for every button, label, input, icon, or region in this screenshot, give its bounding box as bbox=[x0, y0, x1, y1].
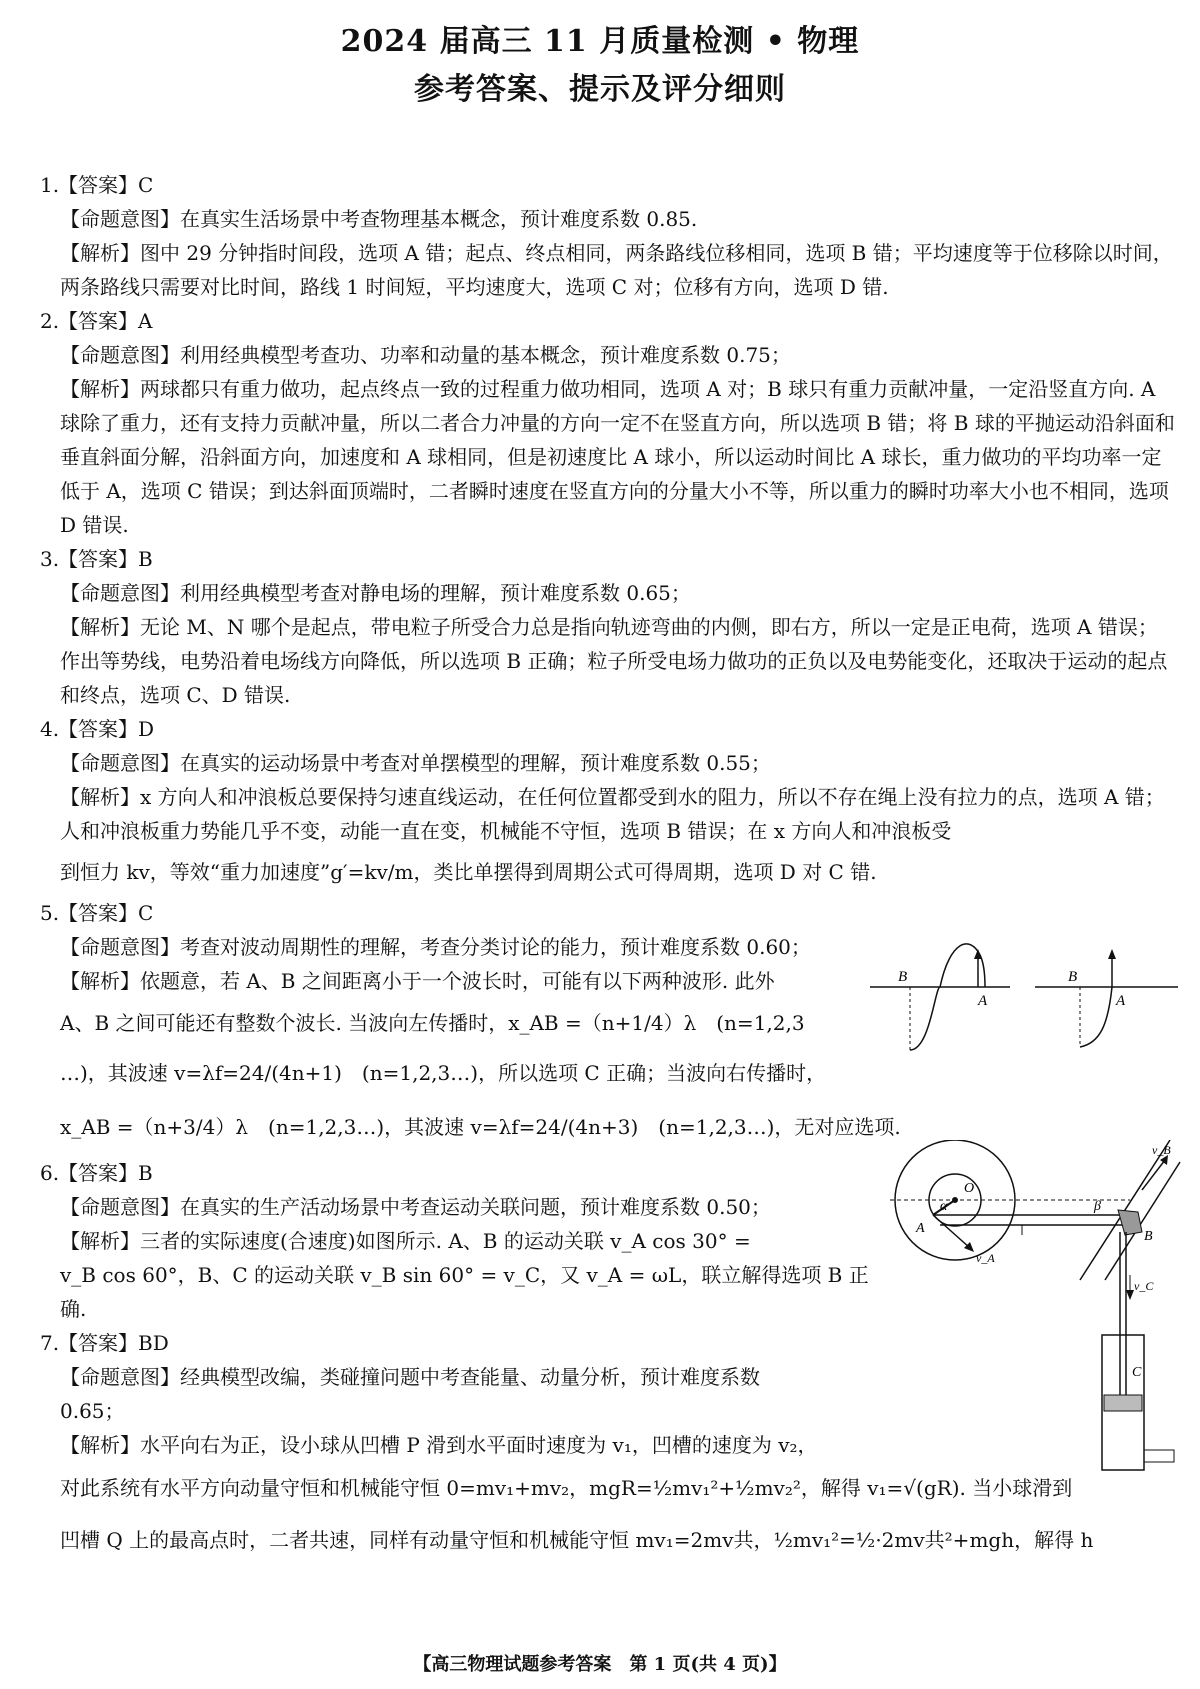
label-beta: β bbox=[1094, 1199, 1101, 1214]
question-2 bbox=[40, 304, 1175, 542]
analysis-text: 【解析】水平向右为正，设小球从凹槽 P 滑到水平面时速度为 v₁，凹槽的速度为 v₂， bbox=[60, 1433, 818, 1457]
page-footer: 【高三物理试题参考答案 第 1 页(共 4 页)】 bbox=[413, 1654, 787, 1675]
label-a: A bbox=[916, 1221, 925, 1236]
answer-line: 【答案】C bbox=[58, 901, 154, 925]
wave-label-b2: B bbox=[1068, 969, 1078, 985]
answer-line: 【答案】D bbox=[58, 717, 155, 741]
label-va: v_A bbox=[976, 1251, 995, 1265]
piston-c bbox=[1104, 1395, 1142, 1411]
wave-figure bbox=[860, 935, 1190, 1055]
answer-line: 【答案】A bbox=[58, 309, 153, 333]
vc-arrowhead bbox=[1126, 1290, 1134, 1300]
wave-arrowhead-1 bbox=[974, 949, 982, 959]
label-o: O bbox=[964, 1181, 975, 1196]
slide-rail-right bbox=[1105, 1162, 1180, 1280]
wave-label-a1: A bbox=[978, 993, 988, 1009]
analysis-text: 凹槽 Q 上的最高点时，二者共速，同样有动量守恒和机械能守恒 mv₁=2mv共，½mv₁²=½·2mv共²+mgh，解得 h bbox=[60, 1528, 1094, 1552]
analysis-formula-line: 到恒力 kv，等效“重力加速度”g′=kv/m，类比单摆得到周期公式可得周期，选项 D 对 C 错. bbox=[60, 860, 877, 884]
analysis-text: 【解析】两球都只有重力做功，起点终点一致的过程重力做功相同，选项 A 对；B 球只有重力贡献冲量，一定沿竖直方向. A 球除了重力，还有支持力贡献冲量，所以二者合力冲量的方向一定不在竖直方向，所以选项 B 错；将 B 球的平抛运动沿斜面和垂直斜面分解，沿斜面方向，加速度和 A 球相同，但是初速度比 A 球小，所以运动时间比 A 球长，重力做功的平均功率一定低于 A，选项 C 错误；到达斜面顶端时，二者瞬时速度在竖直方向的分量大小不等，所以重力的瞬时功率大小也不相同，选项 D 错误. bbox=[60, 377, 1175, 537]
question-1 bbox=[40, 168, 1175, 304]
analysis-text: 【解析】图中 29 分钟指时间段，选项 A 错；起点、终点相同，两条路线位移相同，选项 B 错；平均速度等于位移除以时间，两条路线只需要对比时间，路线 1 时间短，平均速度大，选项 C 对；位移有方向，选项 D 错. bbox=[60, 241, 1173, 299]
question-number: 6. bbox=[40, 1161, 60, 1185]
analysis-text: 对此系统有水平方向动量守恒和机械能守恒 0=mv₁+mv₂，mgR=½mv₁²+½mv₂²，解得 v₁=√(gR). 当小球滑到 bbox=[60, 1476, 1073, 1500]
analysis-text: A、B 之间可能还有整数个波长. 当波向左传播时，x_AB =（n+1/4）λ (n=1,2,3 bbox=[60, 1011, 805, 1035]
mechanism-figure bbox=[880, 1140, 1190, 1480]
wave-label-b1: B bbox=[898, 969, 908, 985]
question-4 bbox=[40, 712, 1175, 896]
answer-line: 【答案】B bbox=[58, 547, 153, 571]
label-c: C bbox=[1132, 1365, 1142, 1380]
intent-line: 【命题意图】在真实的运动场景中考查对单摆模型的理解，预计难度系数 0.55； bbox=[60, 751, 771, 775]
page-subtitle: 参考答案、提示及评分细则 bbox=[414, 72, 786, 107]
question-number: 7. bbox=[40, 1331, 60, 1355]
analysis-text: 【解析】无论 M、N 哪个是起点，带电粒子所受合力总是指向轨迹弯曲的内侧，即右方，所以一定是正电荷，选项 A 错误；作出等势线，电势沿着电场线方向降低，所以选项 B 正确；粒子所受电场力做功的正负以及电势能变化，还取决于运动的起点和终点，选项 C、D 错误. bbox=[60, 615, 1168, 707]
answer-line: 【答案】C bbox=[58, 173, 154, 197]
intent-line: 【命题意图】经典模型改编，类碰撞问题中考查能量、动量分析，预计难度系数 bbox=[60, 1365, 760, 1389]
question-number: 5. bbox=[40, 901, 60, 925]
slider-b bbox=[1118, 1210, 1142, 1235]
intent-line: 【命题意图】在真实的生产活动场景中考查运动关联问题，预计难度系数 0.50； bbox=[60, 1195, 771, 1219]
question-3 bbox=[40, 542, 1175, 712]
intent-line: 【命题意图】利用经典模型考查功、功率和动量的基本概念，预计难度系数 0.75； bbox=[60, 343, 791, 367]
question-number: 2. bbox=[40, 309, 60, 333]
va-arrow bbox=[933, 1215, 970, 1248]
intent-line: 0.65； bbox=[60, 1399, 125, 1423]
page-title: 2024 届高三 11 月质量检测 • 物理 bbox=[340, 24, 860, 59]
analysis-text: x_AB =（n+3/4）λ (n=1,2,3…)，其波速 v=λf=24/(4n+3) (n=1,2,3…)，无对应选项. bbox=[60, 1115, 901, 1139]
intent-line: 【命题意图】利用经典模型考查对静电场的理解，预计难度系数 0.65； bbox=[60, 581, 691, 605]
intent-line: 【命题意图】在真实生活场景中考查物理基本概念，预计难度系数 0.85. bbox=[60, 207, 698, 231]
wave-curve-1 bbox=[910, 944, 985, 1050]
question-number: 1. bbox=[40, 173, 60, 197]
analysis-text: 【解析】三者的实际速度(合速度)如图所示. A、B 的运动关联 v_A cos 30° = bbox=[60, 1229, 751, 1253]
label-vb: v_B bbox=[1152, 1143, 1171, 1157]
wave-arrowhead-2 bbox=[1108, 949, 1116, 959]
wave-label-a2: A bbox=[1116, 993, 1126, 1009]
analysis-text: 【解析】x 方向人和冲浪板总要保持匀速直线运动，在任何位置都受到水的阻力，所以不存在绳上没有拉力的点，选项 A 错；人和冲浪板重力势能几乎不变，动能一直在变，机械能不守恒，选项 B 错误；在 x 方向人和冲浪板受 bbox=[60, 785, 1165, 843]
label-vc: v_C bbox=[1134, 1279, 1154, 1293]
analysis-text: 【解析】依题意，若 A、B 之间距离小于一个波长时，可能有以下两种波形. 此外 bbox=[60, 969, 775, 993]
answer-line: 【答案】BD bbox=[58, 1331, 169, 1355]
label-alpha: α bbox=[940, 1199, 948, 1214]
question-number: 3. bbox=[40, 547, 60, 571]
question-number: 4. bbox=[40, 717, 60, 741]
intent-line: 【命题意图】考查对波动周期性的理解，考查分类讨论的能力，预计难度系数 0.60； bbox=[60, 935, 811, 959]
answer-line: 【答案】B bbox=[58, 1161, 153, 1185]
analysis-text: v_B cos 60°，B、C 的运动关联 v_B sin 60° = v_C，又 v_A = ωL，联立解得选项 B 正确. bbox=[60, 1263, 869, 1321]
analysis-text: …)，其波速 v=λf=24/(4n+1) (n=1,2,3…)，所以选项 C 正确；当波向右传播时， bbox=[60, 1061, 827, 1085]
wave-curve-2 bbox=[1080, 987, 1112, 1047]
outlet-pipe bbox=[1144, 1450, 1174, 1462]
label-b: B bbox=[1144, 1229, 1153, 1244]
